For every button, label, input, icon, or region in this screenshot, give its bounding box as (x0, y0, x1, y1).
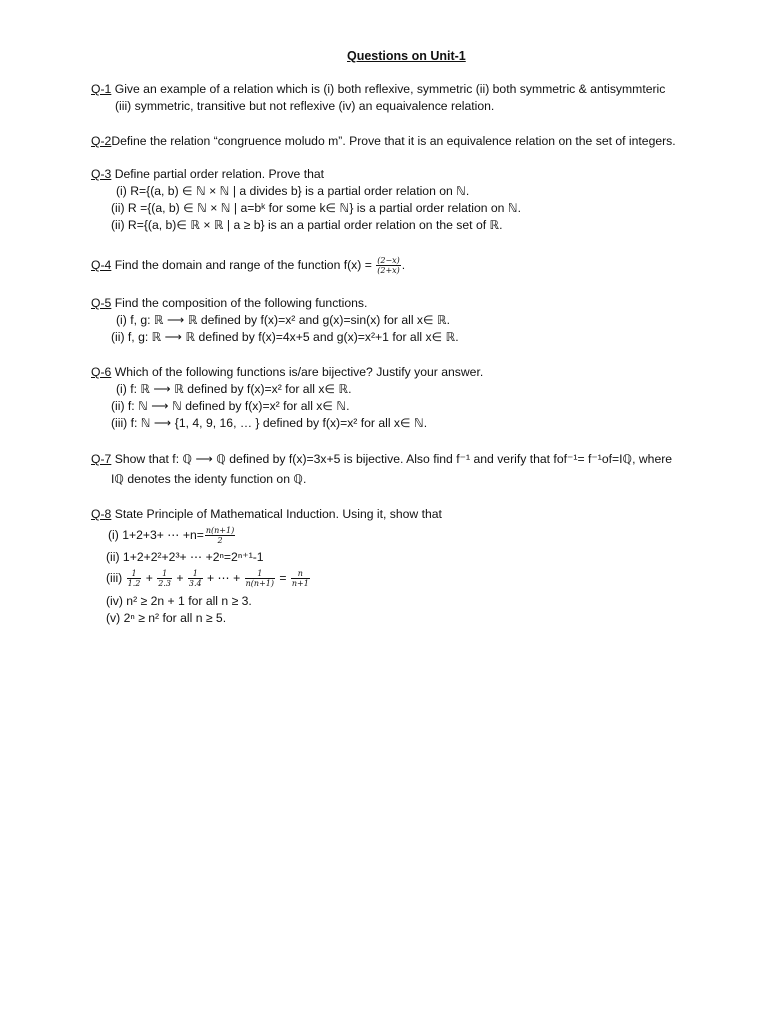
question-5-label: Q-5 (91, 296, 112, 310)
question-4-fraction (376, 256, 401, 275)
question-3-item: (ii) R ={(a, b) ∈ ℕ × ℕ | a=bᵏ for some k∈ ℕ} is a partial order relation on ℕ. (111, 201, 521, 215)
question-2 (91, 134, 676, 149)
question-8-item-iii (106, 565, 311, 591)
operator: = (279, 571, 287, 585)
question-6-item: (ii) f: ℕ ⟶ ℕ defined by f(x)=x² for all x∈ ℕ. (111, 399, 350, 413)
fraction-numerator: (2−x) (377, 256, 400, 266)
fraction-numerator: 1 (192, 569, 198, 579)
question-6-intro-line (91, 365, 483, 380)
fraction-numerator: 1 (162, 569, 168, 579)
question-7-label: Q-7 (91, 452, 112, 466)
question-8-intro-line (91, 507, 442, 522)
question-4-text: Find the domain and range of the function f(x) = (114, 258, 372, 272)
question-7-line-2: Iℚ denotes the identy function on ℚ. (111, 472, 307, 486)
question-2-text: Define the relation “congruence moludo m”. Prove that it is an equivalence relation on the set of integers. (111, 134, 676, 148)
question-4-label: Q-4 (91, 258, 112, 272)
question-3-label: Q-3 (91, 167, 112, 181)
fraction-denominator: 2 (205, 535, 235, 545)
question-8-label: Q-8 (91, 507, 112, 521)
question-5-item: (ii) f, g: ℝ ⟶ ℝ defined by f(x)=4x+5 and g(x)=x²+1 for all x∈ ℝ. (111, 330, 459, 344)
fraction-numerator: 1 (257, 569, 263, 579)
question-5-intro: Find the composition of the following functions. (114, 296, 368, 310)
question-7-line-1 (91, 452, 672, 467)
question-8-intro: State Principle of Mathematical Induction. Using it, show that (114, 507, 442, 521)
operator: + (145, 571, 153, 585)
item-iii-label: (iii) (106, 571, 123, 585)
question-8-item-ii: (ii) 1+2+2²+2³+ ⋯ +2ⁿ=2ⁿ⁺¹-1 (106, 550, 264, 564)
item-iii-fraction (245, 569, 275, 588)
fraction-denominator: 2.3 (158, 579, 172, 589)
operator: + ⋯ + (207, 571, 241, 585)
question-1-line-1 (91, 82, 665, 97)
fraction-denominator: 3.4 (188, 579, 202, 589)
question-3-item: (ii) R={(a, b)∈ ℝ × ℝ | a ≥ b} is an a partial order relation on the set of ℝ. (111, 218, 503, 232)
page-title: Questions on Unit-1 (347, 49, 466, 63)
question-2-label: Q-2 (91, 134, 112, 148)
fraction-numerator: n (297, 569, 303, 579)
question-3-item: (i) R={(a, b) ∈ ℕ × ℕ | a divides b} is a partial order relation on ℕ. (116, 184, 470, 198)
operator: + (176, 571, 184, 585)
question-5-item: (i) f, g: ℝ ⟶ ℝ defined by f(x)=x² and g(x)=sin(x) for all x∈ ℝ. (116, 313, 451, 327)
item-i-text: (i) 1+2+3+ ⋯ +n= (108, 528, 204, 542)
question-4 (91, 252, 405, 278)
question-1-label: Q-1 (91, 82, 112, 96)
question-5-intro-line (91, 296, 367, 311)
fraction-denominator: 1.2 (127, 579, 141, 589)
item-iii-fraction (188, 569, 203, 588)
fraction-denominator: n(n+1) (245, 579, 274, 589)
fraction-denominator: (2+x) (377, 266, 400, 276)
fraction-denominator: n+1 (291, 579, 309, 589)
question-6-item: (iii) f: ℕ ⟶ {1, 4, 9, 16, … } defined by f(x)=x² for all x∈ ℕ. (111, 416, 428, 430)
item-iii-fraction (127, 569, 142, 588)
question-3-intro-line (91, 167, 324, 182)
question-8-item-i (108, 523, 236, 547)
question-1-text: Give an example of a relation which is (i) both reflexive, symmetric (ii) both symmetric & antisymmteric (114, 82, 666, 96)
item-iii-fraction (291, 569, 310, 588)
question-4-tail: . (401, 258, 406, 272)
fraction-numerator: n(n+1) (205, 526, 235, 536)
question-3-intro: Define partial order relation. Prove that (114, 167, 325, 181)
item-i-fraction (205, 526, 235, 545)
question-8-item-iv: (iv) n² ≥ 2n + 1 for all n ≥ 3. (106, 594, 252, 608)
fraction-numerator: 1 (131, 569, 137, 579)
item-iii-fraction (157, 569, 172, 588)
question-1-line-2: (iii) symmetric, transitive but not reflexive (iv) an equaivalence relation. (115, 99, 495, 113)
question-6-intro: Which of the following functions is/are bijective? Justify your answer. (114, 365, 484, 379)
question-8-item-v: (v) 2ⁿ ≥ n² for all n ≥ 5. (106, 611, 227, 625)
question-6-item: (i) f: ℝ ⟶ ℝ defined by f(x)=x² for all x∈ ℝ. (116, 382, 352, 396)
question-6-label: Q-6 (91, 365, 112, 379)
question-7-text: Show that f: ℚ ⟶ ℚ defined by f(x)=3x+5 is bijective. Also find f⁻¹ and verify that fof⁻¹= f⁻¹of=Iℚ, where (114, 452, 673, 466)
